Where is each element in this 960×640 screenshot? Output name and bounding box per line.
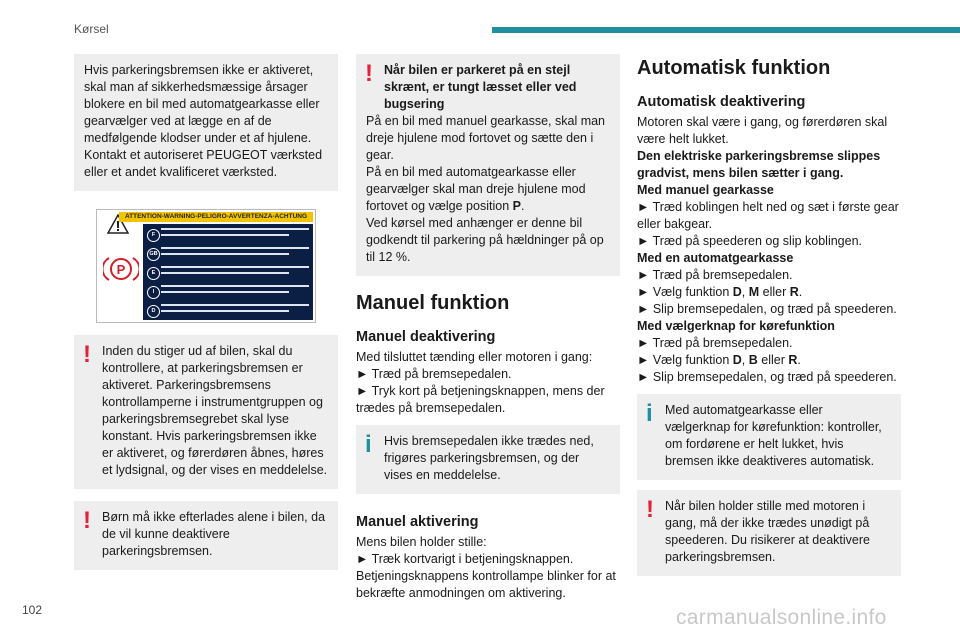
heading-manual-deactivation: Manuel deaktivering — [356, 329, 496, 345]
label-row — [147, 264, 311, 282]
info-text: Med automatgearkasse eller vælgerknap for kørefunktion: kontroller, om fordørene er helt lukket, hvis bremsen ikke deaktiveres automatisk. — [665, 403, 882, 468]
heading-manual-activation: Manuel aktivering — [356, 514, 479, 530]
label-banner: ATTENTION-WARNING-PELIGRO-AVVERTENZA-ACHTUNG — [119, 212, 313, 222]
manual-deactivation-text — [356, 349, 620, 417]
label-row — [147, 302, 311, 320]
automatic-deactivation-text — [637, 114, 901, 386]
warning-box-children — [74, 501, 338, 570]
flag-d: D — [147, 305, 160, 318]
note-box-wheel-chocks — [74, 54, 338, 191]
warning-text: På en bil med manuel gearkasse, skal man dreje hjulene mod fortovet og sætte den i gear. — [366, 114, 606, 162]
step-line: ► Vælg funktion D, M eller R. — [637, 285, 803, 299]
info-box-doors — [637, 394, 901, 480]
step-line: ► Træd på speederen og slip koblingen. — [637, 234, 863, 248]
heading-automatic-deactivation: Automatisk deaktivering — [637, 94, 806, 110]
info-icon: i — [646, 400, 653, 427]
text-line: Med tilsluttet tænding eller motoren i gang: — [356, 350, 593, 364]
section-title: Kørsel — [74, 22, 109, 36]
flag-f: F — [147, 229, 160, 242]
svg-text:P: P — [116, 262, 126, 277]
warning-exclamation-icon: ! — [646, 496, 654, 523]
step-line: ► Træd på bremsepedalen. — [356, 367, 512, 381]
warning-exclamation-icon: ! — [83, 341, 91, 368]
heading-manual-function: Manuel funktion — [356, 292, 510, 314]
subheading-selector: Med vælgerknap for kørefunktion — [637, 319, 835, 333]
warning-text: Inden du stiger ud af bilen, skal du kontrollere, at parkeringsbremsen er aktiveret. Parkeringsbremsens kontrollamperne i instrumentgruppen og parkeringsbremsegrebet skal lyse konstant. Hvis parkeringsbremsen ikke er aktiveret, og førerdøren åbnes, høres et lydsignal, og der vises en meddelelse. — [102, 344, 328, 477]
column-left — [74, 54, 338, 570]
warning-box-steep-slope — [356, 54, 620, 276]
text-line: Betjeningsknappens kontrollampe blinker for at bekræfte anmodningen om aktivering. — [356, 569, 616, 600]
step-line: ► Slip bremsepedalen, og træd på speederen. — [637, 370, 897, 384]
label-row — [147, 245, 311, 263]
heading-automatic-function: Automatisk funktion — [637, 57, 831, 79]
info-icon: i — [365, 431, 372, 458]
step-line: ► Træd koblingen helt ned og sæt i første gear eller bakgear. — [637, 200, 899, 231]
text-line: Den elektriske parkeringsbremse slippes gradvist, mens bilen sætter i gang. — [637, 149, 881, 180]
step-line: ► Tryk kort på betjeningsknappen, mens der trædes på bremsepedalen. — [356, 384, 605, 415]
note-text: Hvis parkeringsbremsen ikke er aktiveret, skal man af sikkerhedsmæssige årsager blokere en bil med automatgearkasse eller gearvælger ved at lægge en af de medfølgende klodser under et af hjulene. Kontakt et autoriseret PEUGEOT værksted eller et andet kvalificeret værksted. — [84, 63, 323, 179]
subheading-manual-gearbox: Med manuel gearkasse — [637, 183, 774, 197]
flag-i: I — [147, 286, 160, 299]
flag-e: E — [147, 267, 160, 280]
column-middle — [356, 54, 620, 602]
warning-text: På en bil med automatgearkasse eller gearvælger skal man dreje hjulene mod fortovet og vælge position P. — [366, 165, 586, 213]
text-line: Motoren skal være i gang, og førerdøren skal være helt lukket. — [637, 115, 888, 146]
parking-brake-icon — [103, 254, 139, 284]
header-accent-bar — [492, 27, 960, 33]
watermark: carmanualsonline.info — [676, 606, 887, 629]
flag-gb: GB — [147, 248, 160, 261]
info-text: Hvis bremsepedalen ikke trædes ned, frigøres parkeringsbremsen, og der vises en meddelelse. — [384, 434, 594, 482]
step-line: ► Træk kortvarigt i betjeningsknappen. — [356, 552, 574, 566]
warning-box-accelerator — [637, 490, 901, 576]
step-line: ► Vælg funktion D, B eller R. — [637, 353, 801, 367]
label-row — [147, 226, 311, 244]
warning-heading: Når bilen er parkeret på en stejl skrænt, er tungt læsset eller ved bugsering — [384, 63, 577, 111]
step-line: ► Træd på bremsepedalen. — [637, 268, 793, 282]
column-right — [637, 54, 901, 576]
warning-exclamation-icon: ! — [365, 60, 373, 87]
step-line: ► Træd på bremsepedalen. — [637, 336, 793, 350]
manual-activation-text — [356, 534, 620, 602]
warning-text: Ved kørsel med anhænger er denne bil godkendt til parkering på hældninger på op til 12 %. — [366, 216, 604, 264]
warning-text: Når bilen holder stille med motoren i gang, må der ikke trædes unødigt på speederen. Du risikerer at deaktivere parkeringsbremsen. — [665, 499, 870, 564]
warning-exclamation-icon: ! — [83, 507, 91, 534]
text-line: Mens bilen holder stille: — [356, 535, 487, 549]
warning-label-image — [96, 209, 316, 323]
page-number: 102 — [22, 603, 43, 617]
label-row — [147, 283, 311, 301]
warning-text: Børn må ikke efterlades alene i bilen, da de vil kunne deaktivere parkeringsbremsen. — [102, 510, 326, 558]
warning-box-leave-car — [74, 335, 338, 489]
step-line: ► Slip bremsepedalen, og træd på speederen. — [637, 302, 897, 316]
info-box-brake-pedal — [356, 425, 620, 494]
subheading-automatic-gearbox: Med en automatgearkasse — [637, 251, 794, 265]
label-multilingual-panel — [143, 224, 313, 320]
